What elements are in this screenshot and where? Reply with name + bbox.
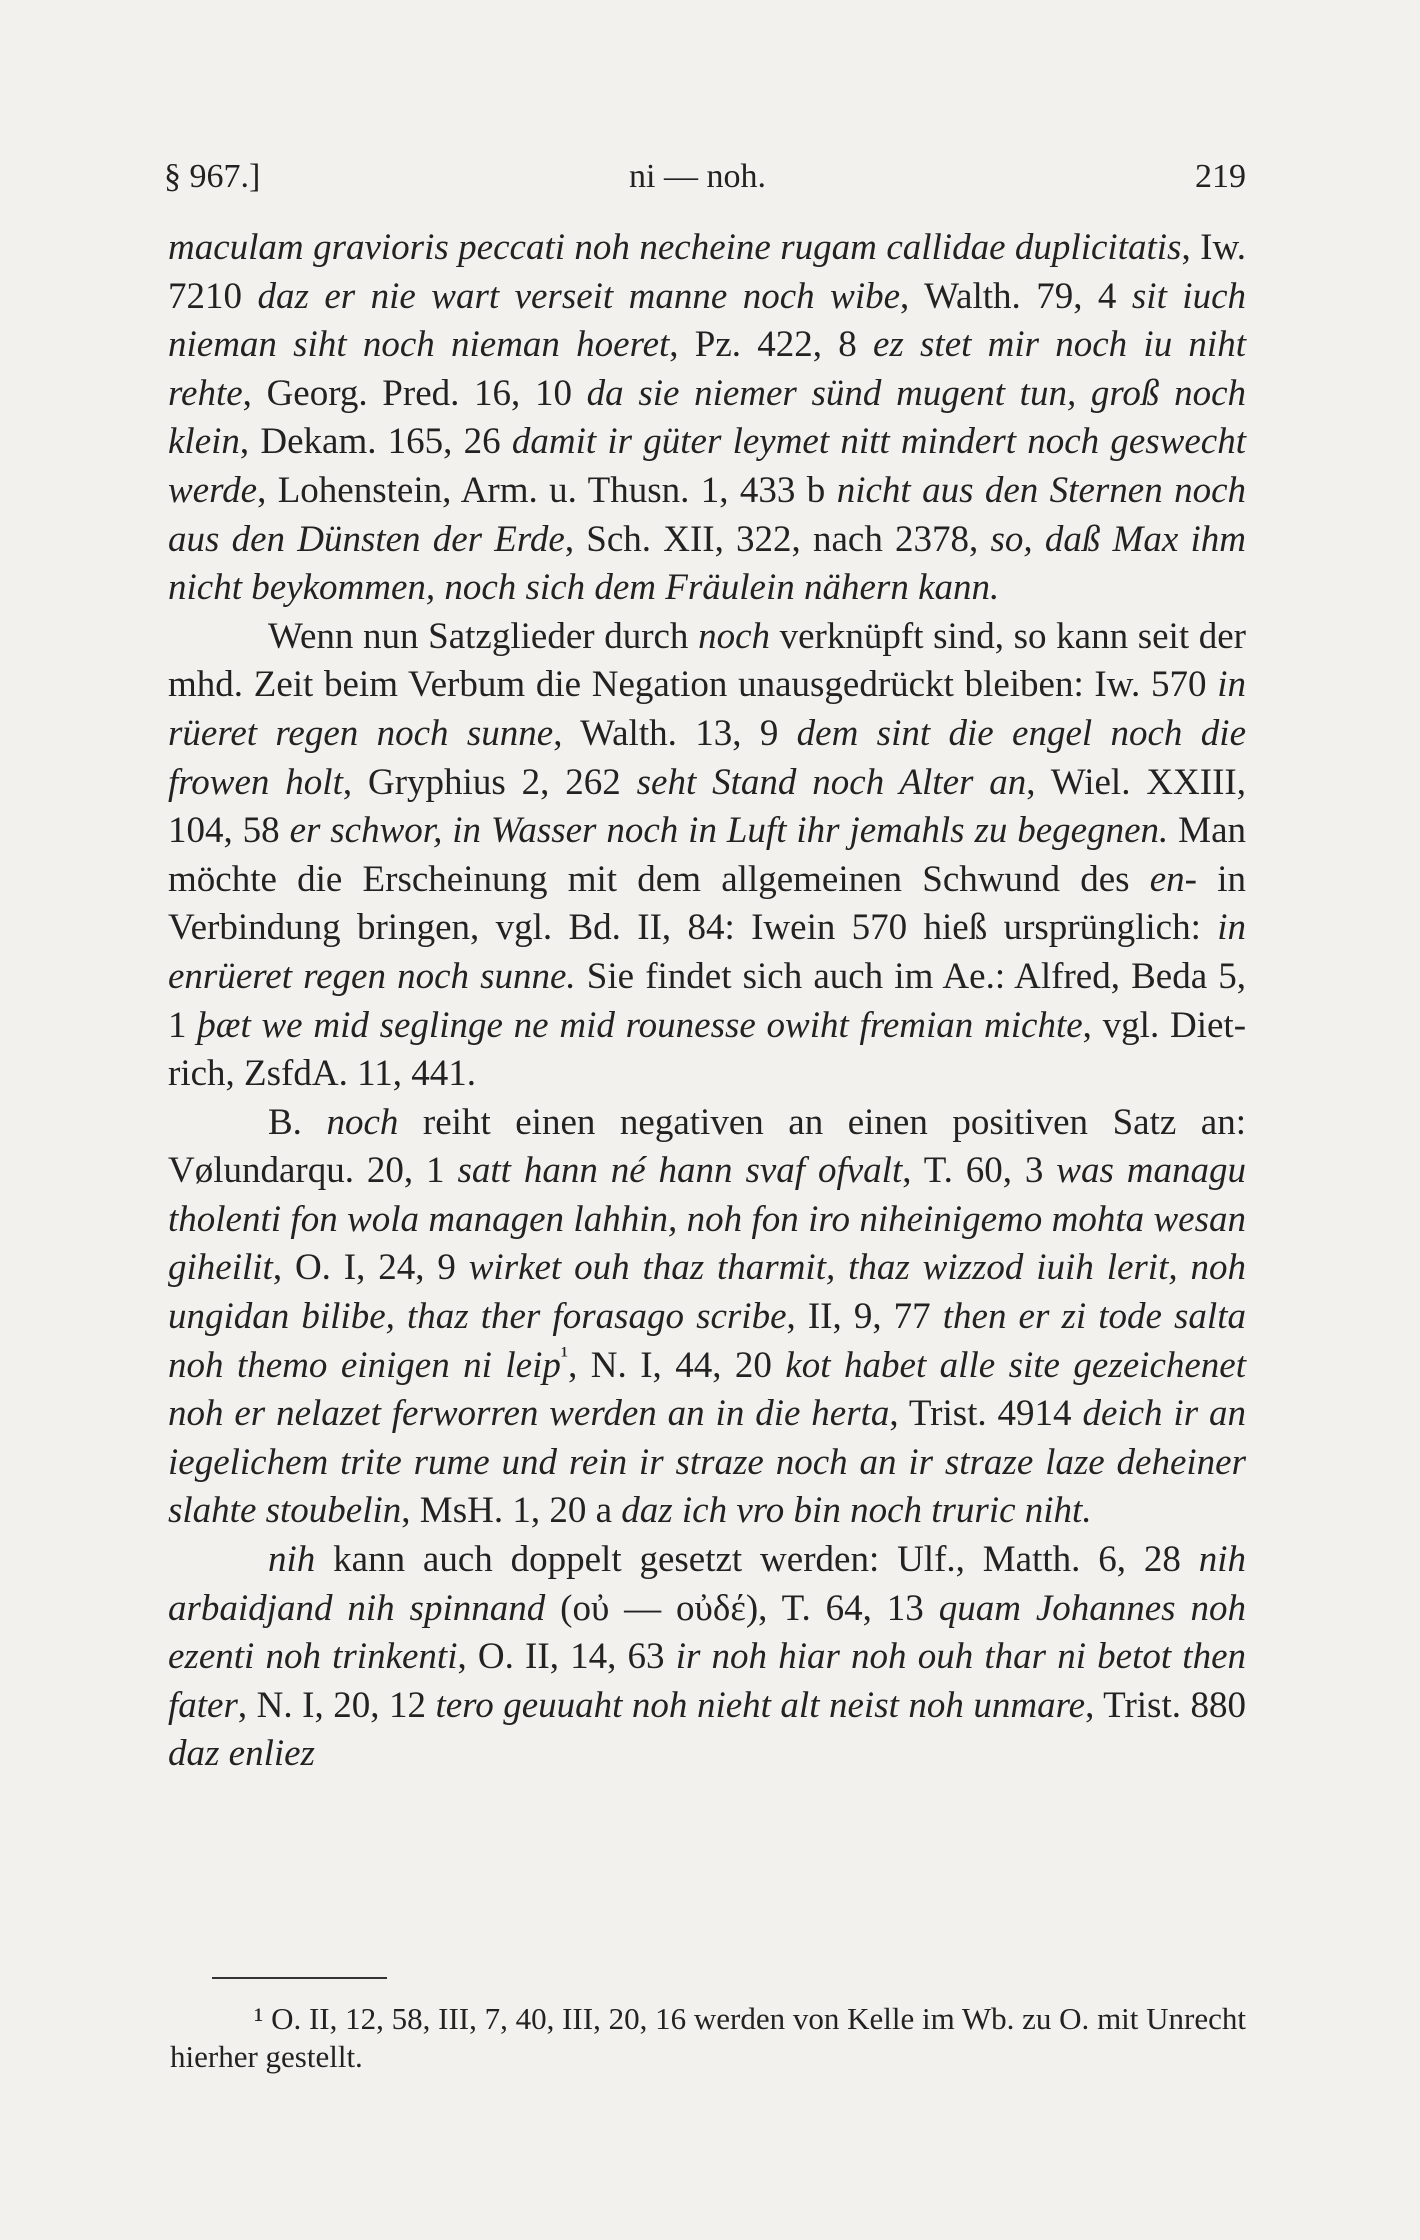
text-segment: , Trist. 4914 xyxy=(889,1393,1083,1435)
text-segment: so, daß Max ihm nicht beykommen, noch sich dem Fräulein nähern kann. xyxy=(168,518,1246,609)
section-number: § 967.] xyxy=(164,158,261,195)
text-segment: in Verbindung bringen, vgl. Bd. II, 84: Iwein 570 hieß ursprünglich: xyxy=(168,858,1247,949)
text-segment: en- xyxy=(1149,858,1197,900)
text-segment: then er zi tode salta noh themo einigen ni leip xyxy=(168,1296,1246,1386)
text-segment: B. xyxy=(268,1101,327,1143)
footnote-marker: ¹ xyxy=(254,2001,264,2036)
text-segment: (οὐ — οὐδέ), T. 64, 13 xyxy=(545,1587,939,1629)
text-segment: nih arbaidjand nih spinnand xyxy=(168,1539,1246,1629)
text-segment: daz ich vro bin noch truric niht. xyxy=(621,1490,1092,1532)
text-segment: , N. I, 20, 12 xyxy=(237,1684,436,1726)
text-segment: sit iuch nieman siht noch nieman hoeret xyxy=(168,275,1247,366)
text-segment: kann auch doppelt gesetzt werden: Ulf., Matth. 6, 28 xyxy=(315,1539,1199,1581)
text-segment: reiht einen negativen an einen positiven Satz an: Vølundarqu. 20, 1 xyxy=(168,1101,1246,1192)
text-segment: noch xyxy=(698,615,770,657)
text-segment: , Dekam. 165, 26 xyxy=(239,421,512,463)
text-segment: satt hann né hann svaf ofvalt xyxy=(457,1150,903,1192)
text-segment: daz er nie wart verseit manne noch wibe xyxy=(257,275,901,317)
text-segment: verknüpft sind, so kann seit der mhd. Zeit beim Verbum die Negation unausgedrückt bleiben: Iw. 570 xyxy=(168,615,1246,706)
text-segment: er schwor, in Wasser noch in Luft ihr jemahls zu begegnen. xyxy=(289,810,1169,852)
footnote-paragraph xyxy=(170,2000,1246,2076)
paragraph-2 xyxy=(168,613,1246,1099)
text-segment: , Trist. 880 xyxy=(1085,1684,1246,1726)
text-segment: Wenn nun Satzglieder durch xyxy=(268,615,699,657)
text-segment: maculam gravioris peccati noh necheine rugam callidae duplicitatis xyxy=(168,227,1182,268)
text-segment: , Walth. 13, 9 xyxy=(553,712,797,754)
text-segment: kot habet alle site gezeichenet noh er nelazet ferworren werden an in die herta xyxy=(168,1344,1247,1435)
text-segment: , O. II, 14, 63 xyxy=(457,1636,676,1678)
text-segment: daz enliez xyxy=(168,1733,315,1775)
text-segment: in enrüeret regen noch sunne. xyxy=(168,907,1246,997)
text-segment: in rüeret regen noch sunne xyxy=(168,664,1246,754)
text-segment: tero geuuaht noh nieht alt neist noh unmare xyxy=(435,1684,1086,1726)
text-segment: noch xyxy=(326,1101,399,1143)
text-segment: Sie findet sich auch im Ae.: Alfred, Beda 5, 1 xyxy=(168,955,1246,1046)
text-segment: ir noh hiar noh ouh thar ni betot then fater xyxy=(168,1636,1246,1726)
text-segment: , vgl. Dietrich, ZsfdA. 11, 441. xyxy=(168,1004,1247,1095)
text-segment: , Gryphius 2, 262 xyxy=(342,761,637,803)
text-segment: nicht aus den Sternen noch aus den Dünsten der Erde xyxy=(168,469,1247,560)
text-segment: dem sint die engel noch die frowen holt xyxy=(168,712,1246,803)
running-title: ni — noh. xyxy=(629,158,766,195)
text-segment: , Walth. 79, 4 xyxy=(900,275,1132,317)
text-segment: , II, 9, 77 xyxy=(786,1296,943,1338)
page-number: 219 xyxy=(1195,158,1246,195)
text-segment: , Iw. 7210 xyxy=(168,227,1247,317)
text-segment: ¹ xyxy=(560,1342,569,1369)
text-segment: Man möchte die Erscheinung mit dem allgemeinen Schwund des xyxy=(168,810,1247,900)
text-segment: , Sch. XII, 322, nach 2378, xyxy=(564,518,991,560)
text-segment: quam Johannes noh ezenti noh trinkenti xyxy=(168,1587,1246,1678)
footnote-rule xyxy=(212,1977,387,1979)
text-segment: , Georg. Pred. 16, 10 xyxy=(242,372,587,414)
paragraph-4 xyxy=(168,1536,1246,1779)
text-segment: wirket ouh thaz tharmit, thaz wizzod iuih lerit, noh ungidan bilibe, thaz ther forasago scribe xyxy=(168,1247,1246,1338)
text-segment: , Pz. 422, 8 xyxy=(669,324,873,366)
text-segment: nih xyxy=(268,1539,316,1581)
running-header xyxy=(164,150,1246,210)
text-segment: damit ir güter leymet nitt mindert noch geswecht werde xyxy=(168,421,1246,511)
footnote xyxy=(170,2000,1246,2076)
paragraph-3 xyxy=(168,1099,1246,1536)
text-segment: , Wiel. XXIII, 104, 58 xyxy=(168,761,1246,852)
text-segment: seht Stand noch Alter an xyxy=(636,761,1027,803)
text-segment: , O. I, 24, 9 xyxy=(272,1247,469,1289)
text-segment: , N. I, 44, 20 xyxy=(568,1344,786,1386)
text-segment: da sie niemer sünd mugent tun, groß noch klein xyxy=(168,372,1246,463)
text-segment: , MsH. 1, 20 a xyxy=(401,1490,622,1532)
footnote-text: O. II, 12, 58, III, 7, 40, III, 20, 16 werden von Kelle im Wb. zu O. mit Unrecht hierher gestellt. xyxy=(170,2001,1247,2074)
paragraph-1 xyxy=(168,224,1246,613)
text-segment: ez stet mir noch iu niht rehte xyxy=(168,324,1246,414)
text-segment: þæt we mid seglinge ne mid rounesse owiht fremian michte xyxy=(197,1004,1083,1046)
main-text xyxy=(168,224,1246,1779)
text-segment: , Lohenstein, Arm. u. Thusn. 1, 433 b xyxy=(257,469,837,511)
text-segment: deich ir an iegelichem trite rume und rein ir straze noch an ir straze laze deheiner slahte stoubelin xyxy=(168,1393,1246,1532)
text-segment: was managu tholenti fon wola managen lahhin, noh fon iro niheinigemo mohta wesan giheilit xyxy=(168,1150,1246,1289)
text-segment: , T. 60, 3 xyxy=(902,1150,1057,1192)
